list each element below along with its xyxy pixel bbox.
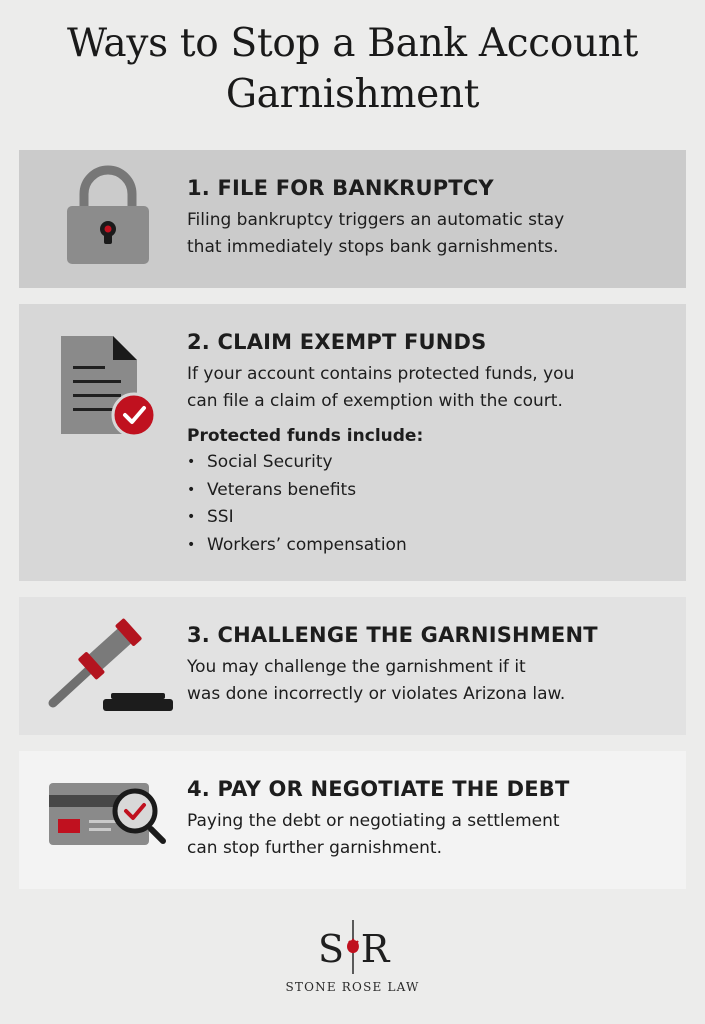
list-item: • SSI	[187, 504, 407, 532]
list-item: • Workers’ compensation	[187, 532, 407, 560]
section-heading: 1. FILE FOR BANKRUPTCY	[187, 176, 494, 200]
section-claim-exempt-funds	[19, 304, 686, 581]
description-line: that immediately stops bank garnishments.	[187, 237, 559, 257]
gavel-icon	[45, 617, 173, 715]
section-file-for-bankruptcy	[19, 150, 686, 288]
description-line: You may challenge the garnishment if it	[187, 657, 526, 677]
section-heading: 3. CHALLENGE THE GARNISHMENT	[187, 623, 598, 647]
section-description	[187, 654, 678, 708]
section-description	[187, 808, 678, 862]
rose-icon	[347, 939, 359, 953]
logo-letter-s: S	[317, 927, 344, 971]
section-heading: 4. PAY OR NEGOTIATE THE DEBT	[187, 777, 570, 801]
description-line: can file a claim of exemption with the court.	[187, 391, 563, 411]
page-title-line-2: Garnishment	[225, 72, 480, 117]
list-item: • Veterans benefits	[187, 477, 407, 505]
firm-name: STONE ROSE LAW	[285, 980, 420, 994]
section-description	[187, 361, 678, 415]
description-line: can stop further garnishment.	[187, 838, 442, 858]
logo-letter-r: R	[360, 927, 389, 971]
section-pay-or-negotiate-the-debt	[19, 751, 686, 889]
protected-funds-label: Protected funds include:	[187, 426, 424, 446]
protected-funds-list	[187, 449, 407, 559]
section-description	[187, 207, 678, 261]
card-magnifier-icon	[49, 779, 169, 855]
description-line: Filing bankruptcy triggers an automatic stay	[187, 210, 565, 230]
page-title-line-1: Ways to Stop a Bank Account	[66, 21, 639, 66]
section-challenge-the-garnishment	[19, 597, 686, 735]
page-title	[0, 18, 705, 120]
stone-rose-law-logo	[0, 918, 705, 980]
description-line: If your account contains protected funds, you	[187, 364, 575, 384]
description-line: was done incorrectly or violates Arizona law.	[187, 684, 566, 704]
document-check-icon	[59, 336, 157, 440]
section-heading: 2. CLAIM EXEMPT FUNDS	[187, 330, 487, 354]
list-item: • Social Security	[187, 449, 407, 477]
description-line: Paying the debt or negotiating a settlement	[187, 811, 560, 831]
padlock-icon	[67, 164, 149, 266]
